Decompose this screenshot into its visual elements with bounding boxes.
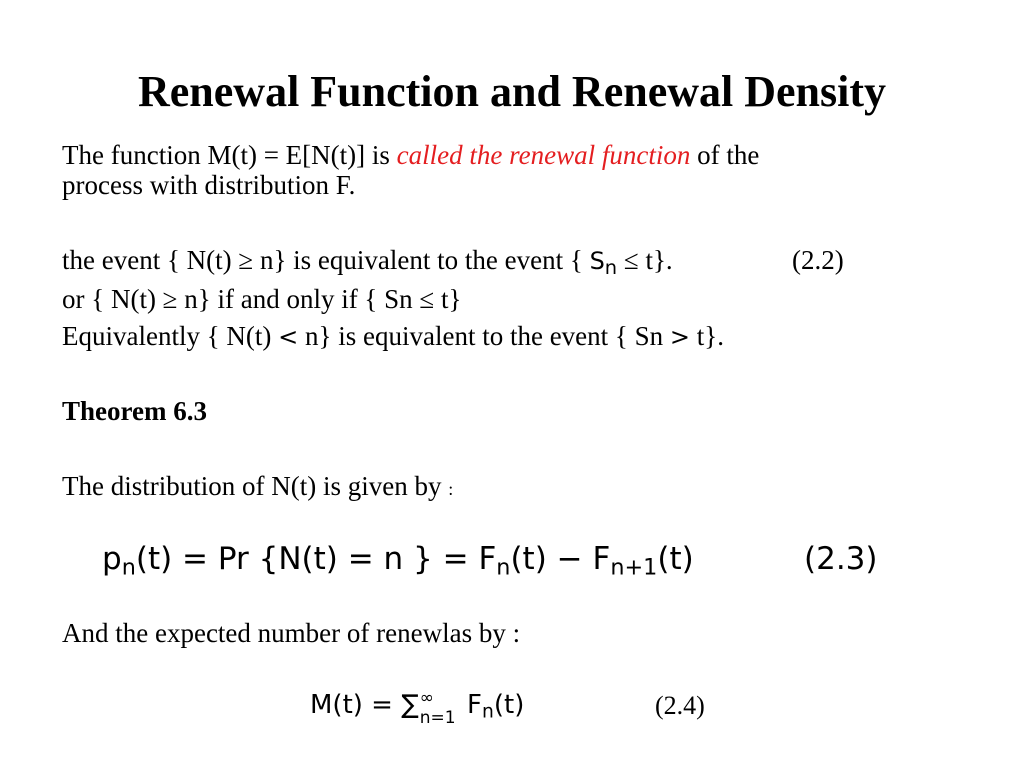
formula-middle-2: (t) − F xyxy=(510,541,611,577)
distribution-line xyxy=(62,471,453,504)
equation-number-2-3: (2.3) xyxy=(804,541,878,577)
renewal-function-highlight: called the renewal function xyxy=(396,140,691,170)
definition-text: The function M(t) = E[N(t)] is xyxy=(62,140,397,170)
event-text-end: ≤ t}. xyxy=(617,245,673,275)
equiv-text-3: t}. xyxy=(690,321,724,351)
Fn-subscript: n xyxy=(482,701,494,723)
formula-2-4 xyxy=(310,690,524,728)
formula-2-3 xyxy=(102,541,694,586)
summation-symbol: ∑ xyxy=(401,690,419,720)
equiv-text-2: n} is equivalent to the event { Sn xyxy=(298,321,670,351)
summation-lower: n=1 xyxy=(419,708,456,728)
p-subscript: n xyxy=(121,554,136,581)
definition-line-2: process with distribution F. xyxy=(62,170,356,200)
equivalently-line xyxy=(62,321,724,352)
equation-number-2-2: (2.2) xyxy=(792,245,844,275)
formula-end: (t) xyxy=(657,541,694,577)
summation-limits xyxy=(419,688,459,728)
equation-number-2-4: (2.4) xyxy=(655,691,705,720)
theorem-heading: Theorem 6.3 xyxy=(62,396,207,426)
event-text: the event { N(t) ≥ n} is equivalent to the event { xyxy=(62,245,590,275)
formula-middle: (t) = Pr {N(t) = n } = F xyxy=(135,541,497,577)
expected-number-line: And the expected number of renewlas by : xyxy=(62,618,521,648)
or-line: or { N(t) ≥ n} if and only if { Sn ≤ t} xyxy=(62,284,462,314)
event-equivalence-line xyxy=(62,245,673,283)
s-subscript: n xyxy=(604,255,618,279)
distribution-colon: : xyxy=(448,479,454,499)
F-next-subscript: n+1 xyxy=(610,554,658,581)
definition-text-end: of the xyxy=(690,140,760,170)
p-symbol: p xyxy=(102,541,122,577)
F-subscript: n xyxy=(496,554,511,581)
formula-2-4-end: (t) xyxy=(493,690,525,720)
renewal-function-definition xyxy=(62,140,759,170)
less-than-symbol: < xyxy=(278,323,299,351)
slide-title: Renewal Function and Renewal Density xyxy=(137,67,887,116)
greater-than-symbol: > xyxy=(669,323,690,351)
summation-upper: ∞ xyxy=(419,688,434,708)
equiv-text-1: Equivalently { N(t) xyxy=(62,321,279,351)
distribution-text: The distribution of N(t) is given by xyxy=(62,471,449,501)
M-lhs: M(t) = xyxy=(310,690,402,720)
s-symbol: S xyxy=(589,247,605,275)
F-term: F xyxy=(458,690,482,720)
